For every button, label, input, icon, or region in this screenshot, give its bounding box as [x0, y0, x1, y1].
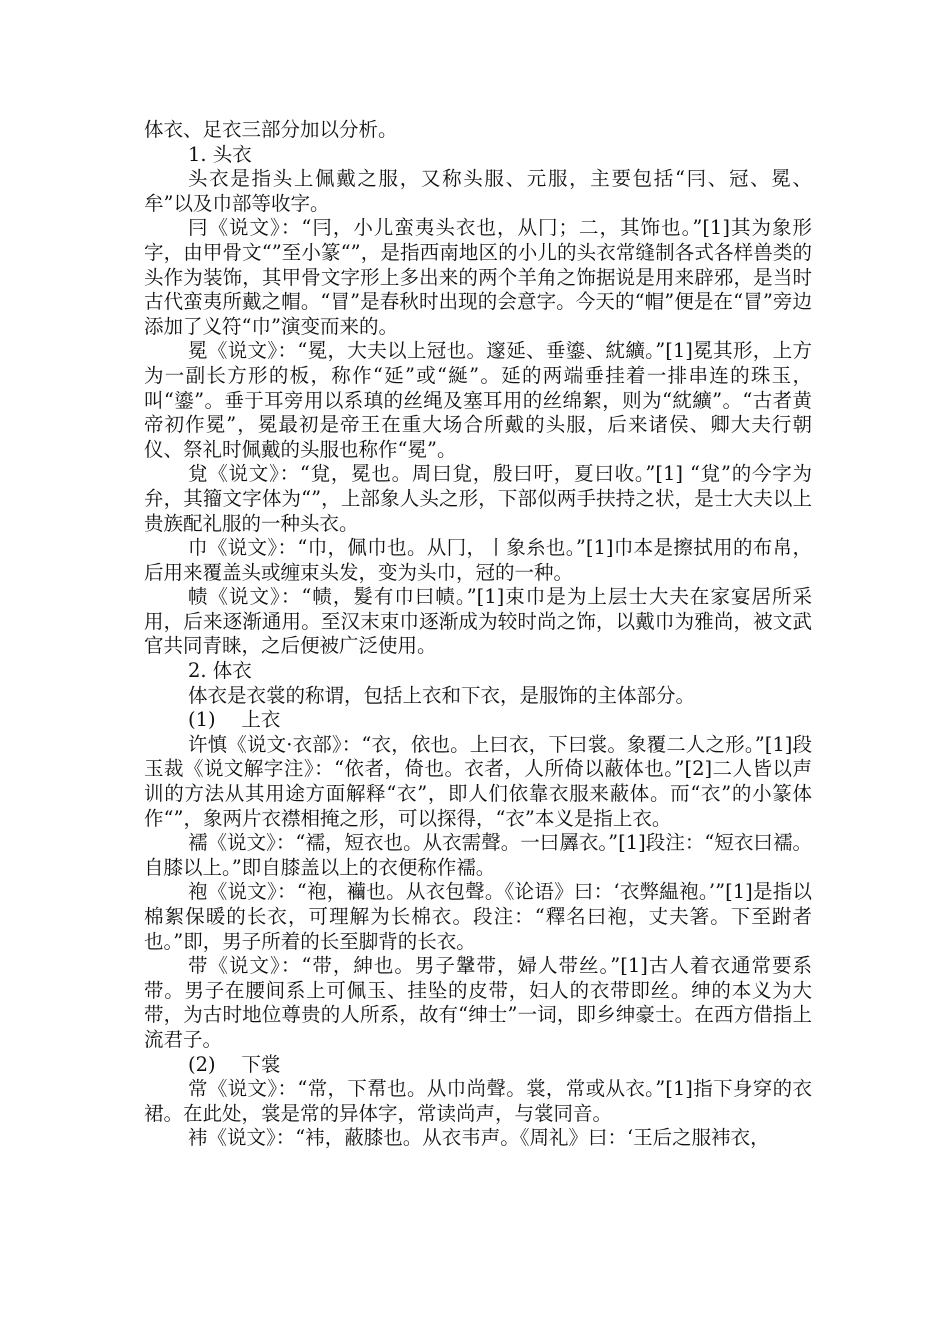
section-heading-body-clothing: 2. 体衣	[188, 659, 252, 683]
subsection-heading-lower-garment: (2) 下裳	[188, 1052, 281, 1076]
paragraph: 冃《说文》：“冃，小儿蛮夷头衣也，从冂；二，其饰也。”[1]其为象形字，由甲骨文“”至小篆“”，是指西南地区的小儿的头衣常缝制各式各样兽类的头作为装饰，其甲骨文字形上多出来的两个羊角之饰据说是用来辟邪，是当时古代蛮夷所戴之帽。“冒”是春秋时出现的会意字。今天的“帽”便是在“冒”旁边添加了义符“巾”演变而来的。	[144, 216, 812, 338]
paragraph: 巾《说文》：“巾，佩巾也。从冂，丨象糸也。”[1]巾本是擦拭用的布帛，后用来覆盖头或缠束头发，变为头巾，冠的一种。	[144, 536, 812, 584]
paragraph: 头衣是指头上佩戴之服，又称头服、元服，主要包括“冃、冠、冕、牟”以及巾部等收字。	[144, 167, 812, 215]
subsection-heading-upper-garment: (1) 上衣	[188, 708, 281, 732]
paragraph: 帻《说文》：“帻，髮有巾曰帻。”[1]束巾是为上层士大夫在家宴居所采用，后来逐渐通用。至汉末束巾逐渐成为较时尚之饰，以戴巾为雅尚，被文武官共同青睐，之后便被广泛使用。	[144, 585, 812, 658]
paragraph: 袍《说文》：“袍，襺也。从衣包聲。《论语》曰：‘衣弊緼袍。’”[1]是指以棉絮保暖的长衣，可理解为长棉衣。段注：“釋名曰袍，丈夫箸。下至跗者也。”即，男子所着的长至脚背的长衣。	[144, 880, 812, 953]
paragraph: 冕《说文》：“冕，大夫以上冠也。邃延、垂鎏、紞纊。”[1]冕其形，上方为一副长方形的板，称作“延”或“綖”。延的两端垂挂着一排串连的珠玉，叫“鎏”。垂于耳旁用以系瑱的丝绳及塞耳用的丝绵絮，则为“紞纊”。“古者黄帝初作冕”，冕最初是帝王在重大场合所戴的头服，后来诸侯、卿大夫行朝仪、祭礼时佩戴的头服也称作“冕”。	[144, 339, 812, 461]
paragraph: 带《说文》：“带，紳也。男子鞶带，婦人带丝。”[1]古人着衣通常要系带。男子在腰间系上可佩玉、挂坠的皮带，妇人的衣带即丝。绅的本义为大带，为古时地位尊贵的人所系，故有“绅士”一词，即乡绅豪士。在西方借指上流君子。	[144, 954, 812, 1051]
paragraph: 常《说文》：“常，下帬也。从巾尚聲。裳，常或从衣。”[1]指下身穿的衣裙。在此处，裳是常的异体字，常读尚声，与裳同音。	[144, 1077, 812, 1125]
paragraph: 覍《说文》：“覍，冕也。周曰覍，殷曰吁，夏曰收。”[1] “覍”的今字为弁，其籀文字体为“”，上部象人头之形，下部似两手扶持之状，是士大夫以上贵族配礼服的一种头衣。	[144, 462, 812, 535]
document-body	[144, 118, 812, 1151]
paragraph: 许慎《说文·衣部》：“衣，依也。上曰衣，下曰裳。象覆二人之形。”[1]段玉裁《说文解字注》：“依者，倚也。衣者，人所倚以蔽体也。”[2]二人皆以声训的方法从其用途方面解释“衣”，即人们依靠衣服来蔽体。而“衣”的小篆体作“”，象两片衣襟相掩之形，可以探得，“衣”本义是指上衣。	[144, 732, 812, 830]
section-heading-head-clothing: 1. 头衣	[188, 142, 252, 166]
paragraph: 襦《说文》：“襦，短衣也。从衣需聲。一曰羼衣。”[1]段注：“短衣曰襦。自膝以上。”即自膝盖以上的衣便称作襦。	[144, 831, 812, 879]
paragraph: 袆《说文》：“袆，蔽膝也。从衣韦声。《周礼》曰：‘王后之服袆衣，	[188, 1126, 770, 1150]
paragraph: 体衣、足衣三部分加以分析。	[144, 118, 398, 141]
paragraph: 体衣是衣裳的称谓，包括上衣和下衣，是服饰的主体部分。	[188, 683, 696, 707]
